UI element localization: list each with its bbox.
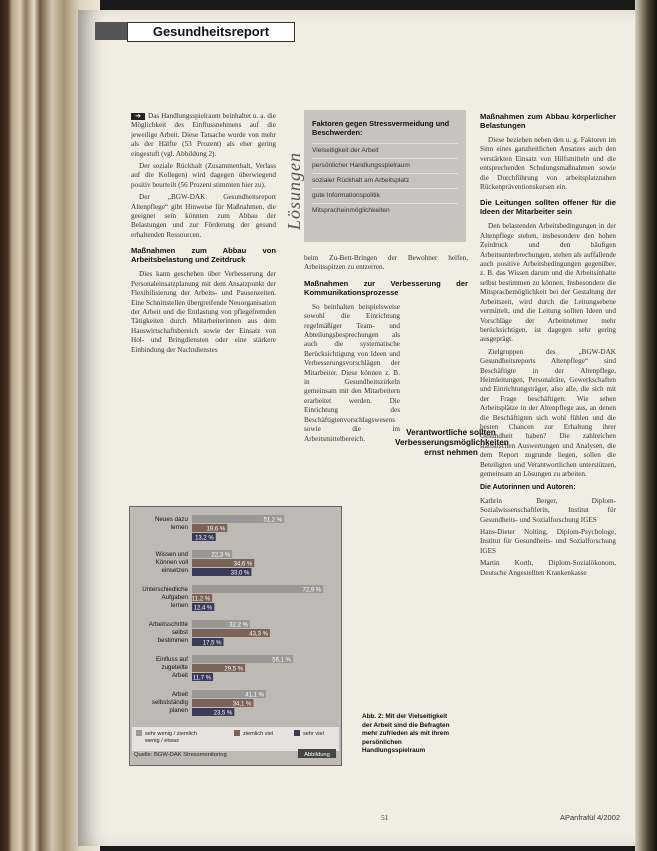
chart-tag: Abbildung [304, 752, 330, 758]
chart-source: Quelle: BGW-DAK Stressmonitoring [134, 752, 227, 758]
data-label: 34,1 % [232, 701, 252, 708]
data-label: 29,5 % [224, 666, 244, 673]
legend-swatch [136, 730, 142, 736]
data-label: 33,0 % [230, 570, 250, 577]
factor-item: gute Informationspolitik [312, 188, 458, 203]
column-3 [480, 112, 616, 581]
column-2 [304, 254, 468, 447]
page-number: 51 [381, 813, 389, 822]
category-label: Einfluss auf [156, 656, 188, 663]
legend-label: wenig / etwas [145, 738, 179, 744]
category-label: Können voll [155, 559, 188, 566]
figure-caption: Abb. 2: Mit der Vielseitigkeit der Arbeit sind die Befragten mehr zufrieden als mit ihrem persönlichen Handlungsspielraum [362, 713, 450, 755]
data-label: 32,2 % [229, 622, 248, 629]
section-title: Gesundheitsreport [127, 22, 295, 42]
data-label: 72,9 % [302, 587, 322, 594]
category-label: zugeteilte [161, 664, 188, 671]
author-entry: Martin Korth, Diplom-Sozialökonom, Deutsche Angestellten Krankenkasse [480, 559, 616, 577]
authors-heading: Die Autorinnen und Autoren: [480, 484, 576, 492]
category-label: selbstständig [151, 699, 188, 706]
col3-paragraph-1: Diese beziehen neben den u. g. Faktoren im Sinn eines ganzheitlichen Ansatzes auch den verstärkten Einsatz von Hilfsmitteln und die entsprechenden Schulungsmaßnahmen sowie die Durchführung von arbeitsplatznahen Rückenpräventionskursen ein. [480, 136, 616, 192]
factor-list [304, 143, 466, 218]
col1-paragraph-3: Der „BGW-DAK Gesundheitsreport Altenpflege“ gibt Hinweise für Maßnahmen, die geeignet sein könnten zum Abbau der Belastungen und zur Förderung der gesund erhaltenden Ressourcen. [131, 193, 276, 239]
legend-label: ziemlich viel [243, 731, 274, 737]
side-label: Lösungen [284, 151, 304, 230]
page-edge [635, 0, 657, 851]
data-label: 34,6 % [233, 561, 253, 568]
category-label: lernen [170, 524, 188, 531]
factor-item: persönlicher Handlungsspielraum [312, 158, 458, 173]
arrow-icon: ➜ [131, 113, 145, 120]
legend-label: sehr wenig / ziemlich [145, 731, 197, 737]
factor-item: Mitspracheinmöglichkeiten [312, 203, 458, 218]
category-label: Wissen und [155, 551, 188, 558]
data-label: 11,7 % [192, 675, 212, 682]
author-entry: Hans-Dieter Nolting, Diplom-Psychologe, Institut für Gesundheits- und Sozialforschung IGES [480, 528, 616, 555]
data-label: 51,2 % [263, 517, 283, 524]
data-label: 12,4 % [193, 605, 213, 612]
data-label: 19,6 % [206, 526, 226, 533]
category-label: Neues dazu [154, 516, 188, 523]
legend-label: sehr viel [303, 731, 324, 737]
category-label: selbst [171, 629, 188, 636]
col1-heading: Maßnahmen zum Abbau von Arbeitsbelastung und Zeitdruck [131, 246, 276, 265]
col1-paragraph-1: Das Handlungsspielraum beinhaltet u. a. die Möglichkeit des Einflussnehmens auf die jeweilige Arbeit. Diese Tatsache wurde von mehr als der Hälfte (53 Prozent) als eher gering eingestuft (vgl. Abbildung 2). [131, 112, 276, 158]
data-label: 17,5 % [202, 640, 222, 647]
factor-box [304, 110, 466, 242]
col1-paragraph-2: Der soziale Rückhalt (Zusammenhalt, Verlass auf die Kollegen) wird dagegen überwiegend positiv beurteilt (56 Prozent stimmten hier zu). [131, 162, 276, 189]
category-label: Arbeit [171, 672, 188, 679]
data-label: 41,1 % [245, 692, 264, 699]
bar-chart [129, 506, 342, 766]
data-label: 13,2 % [195, 535, 214, 542]
category-label: Arbeitsschritte [148, 621, 188, 628]
category-label: Unterschiedliche [142, 586, 188, 593]
data-label: 11,2 % [191, 596, 211, 603]
header-bar [95, 22, 127, 40]
column-1 [131, 112, 276, 358]
factor-box-title: Faktoren gegen Stressvermeidung und Beschwerden: [312, 119, 450, 137]
footer-issue: APanfrafül 4/2002 [560, 813, 621, 822]
category-label: bestimmen [157, 637, 188, 644]
legend-swatch [294, 730, 300, 736]
factor-item: Vielseitigkeit der Arbeit [312, 143, 458, 158]
col3-paragraph-2: Den belastenden Arbeitsbedingungen in der Altenpflege stehen, insbesondere den hohen Zeitdruck und den häufigen Arbeitsunterbrechungen, stehen als auffallende auch positive Arbeitsbedingungen gegenüber, z. B. das Wissen darum und die Arbeitsinhalte selbst bestimmen zu können. Insbesondere die Mitsprachemöglichkeit bei der Gestaltung der Arbeitszeit, wird durch die Leitungsebene vermittelt, und die Leitung sollten Ideen und Vorschläge der Arbeitnehmer mehr berücksichtigen, ist dagegen sehr gering ausgeprägt. [480, 222, 616, 344]
legend-swatch [234, 730, 240, 736]
col1-paragraph-4: Dies kann geschehen über Verbesserung der Personaleinsatzplanung mit dem Ansatzpunkt der Flexibilisierung der Arbeits- und Pausenzeiten. Eine Schnittstellen übergreifende Neuorganisation der Arbeit und die Entlastung von pflegefremden Tätigkeiten durch Mitarbeiterinnen aus dem Hauswirtschaftsbereich sowie der Einsatz von Hol- und Bringdiensten oder eine stärkere Einbindung der Nachtdienstes [131, 270, 276, 354]
factor-item: sozialer Rückhalt am Arbeitsplatz [312, 173, 458, 188]
col2-heading: Maßnahmen zur Verbesserung der Kommunikationsprozesse [304, 278, 468, 297]
col3-paragraph-3: Zielgruppen des „BGW-DAK Gesundheitsreports Altenpflege“ sind Beschäftigte in der Altenpflege, Heimleitungen, Personalräte, Gewerkschaften und Einrichtungsträger, also alle, die sich mit der Frage beschäftigen: Wie sehen Arbeitsplätze in der Altenpflege aus, an denen die Beschäftigten sich wohl fühlen und die besten Chancen zur Erhaltung ihrer Gesundheit haben? Die zahlreichen statistischen Auswertungen und Analysen, die dem Report zugrunde liegen, sollen die Beteiligten und Verantwortlichen unterstützen, gemeinsam an Lösungen zu arbeiten. [480, 347, 616, 478]
category-label: Aufgaben [161, 594, 188, 601]
data-label: 43,3 % [249, 631, 268, 638]
author-entry: Kathrin Berger, Diplom-Sozialwissenschaftlerin, Institut für Gesundheits- und Sozialforschung IGES [480, 496, 616, 524]
chart-svg [130, 507, 341, 765]
data-label: 56,1 % [272, 657, 291, 664]
category-label: einsetzen [161, 567, 188, 574]
col2-paragraph-2: So beinhalten beispielsweise sowohl die Einrichtung regelmäßiger Team- und Abteilungsbesprechungen als auch die systematische Berücksichtigung von Ideen und Verbesserungsvorschlägen der Mitarbeiter. Diese können z. B. in Gesundheitszirkeln gemeinsam mit den Mitarbeitern erarbeitet werden. Die Einrichtung des Beschäftigtenvorschlagswesens sowie die im Arbeitsmittelbereich. [304, 302, 400, 443]
col3-heading-1: Maßnahmen zum Abbau körperlicher Belastungen [480, 112, 616, 130]
category-label: planen [169, 707, 188, 714]
data-label: 22,3 % [211, 552, 231, 559]
pull-quote: Verantwortliche sollten Verbesserungsmöglichkeiten ernst nehmen [395, 428, 509, 457]
col2-paragraph-1: beim Zu-Bett-Bringen der Bewohner helfen, Arbeitsspitzen zu entzerren. [304, 254, 468, 272]
category-label: Arbeit [171, 691, 188, 698]
col3-heading-2: Die Leitungen sollten offener für die Ideen der Mitarbeiter sein [480, 198, 616, 217]
category-label: lernen [170, 602, 188, 609]
data-label: 23,5 % [213, 710, 233, 717]
